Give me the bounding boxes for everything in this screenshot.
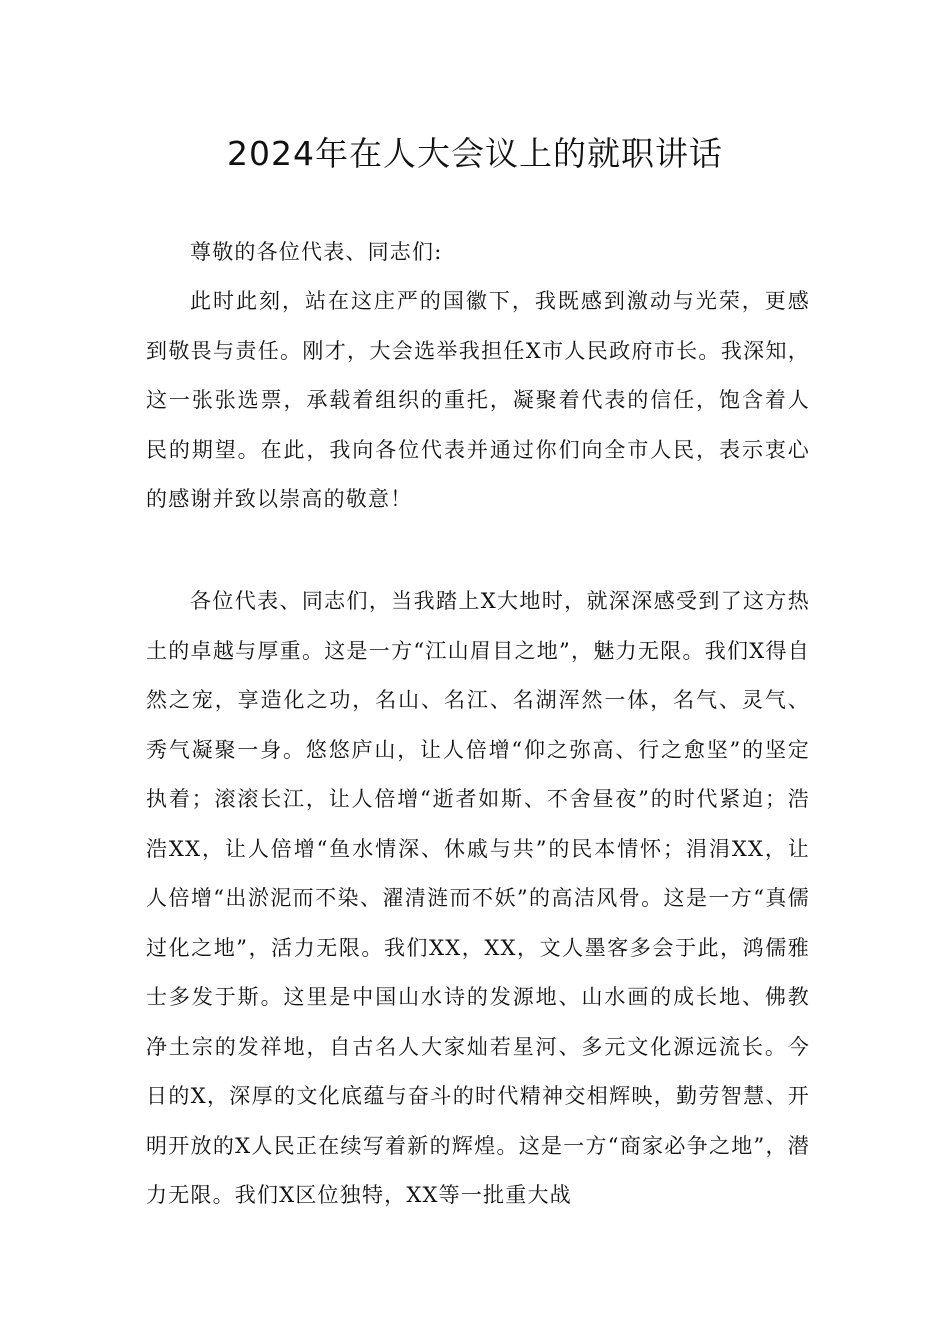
- paragraph-1: [146, 277, 810, 525]
- document-title: 2024年在人大会议上的就职讲话: [227, 134, 723, 173]
- paragraph-2: [146, 577, 810, 1221]
- paragraph-text: 此时此刻，站在这庄严的国徽下，我既感到激动与光荣，更感到敬畏与责任。刚才，大会选举我担任X市人民政府市长。我深知，这一张张选票，承载着组织的重托，凝聚着代表的信任，饱含着人民的期望。在此，我向各位代表并通过你们向全市人民，表示衷心的感谢并致以崇高的敬意！: [146, 289, 810, 511]
- paragraph-text: 各位代表、同志们，当我踏上X大地时，就深深感受到了这方热土的卓越与厚重。这是一方“江山眉目之地”，魅力无限。我们X得自然之宠，享造化之功，名山、名江、名湖浑然一体，名气、灵气、秀气凝聚一身。悠悠庐山，让人倍增“仰之弥高、行之愈坚”的坚定执着；滚滚长江，让人倍增“逝者如斯、不舍昼夜”的时代紧迫；浩浩XX，让人倍增“鱼水情深、休戚与共”的民本情怀；涓涓XX，让人倍增“出淤泥而不染、濯清涟而不妖”的高洁风骨。这是一方“真儒过化之地”，活力无限。我们XX，XX，文人墨客多会于此，鸿儒雅士多发于斯。这里是中国山水诗的发源地、山水画的成长地、佛教净土宗的发祥地，自古名人大家灿若星河、多元文化源远流长。今日的X，深厚的文化底蕴与奋斗的时代精神交相辉映，勤劳智慧、开明开放的X人民正在续写着新的辉煌。这是一方“商家必争之地”，潜力无限。我们X区位独特，XX等一批重大战: [146, 589, 810, 1207]
- salutation: 尊敬的各位代表、同志们:: [190, 240, 443, 264]
